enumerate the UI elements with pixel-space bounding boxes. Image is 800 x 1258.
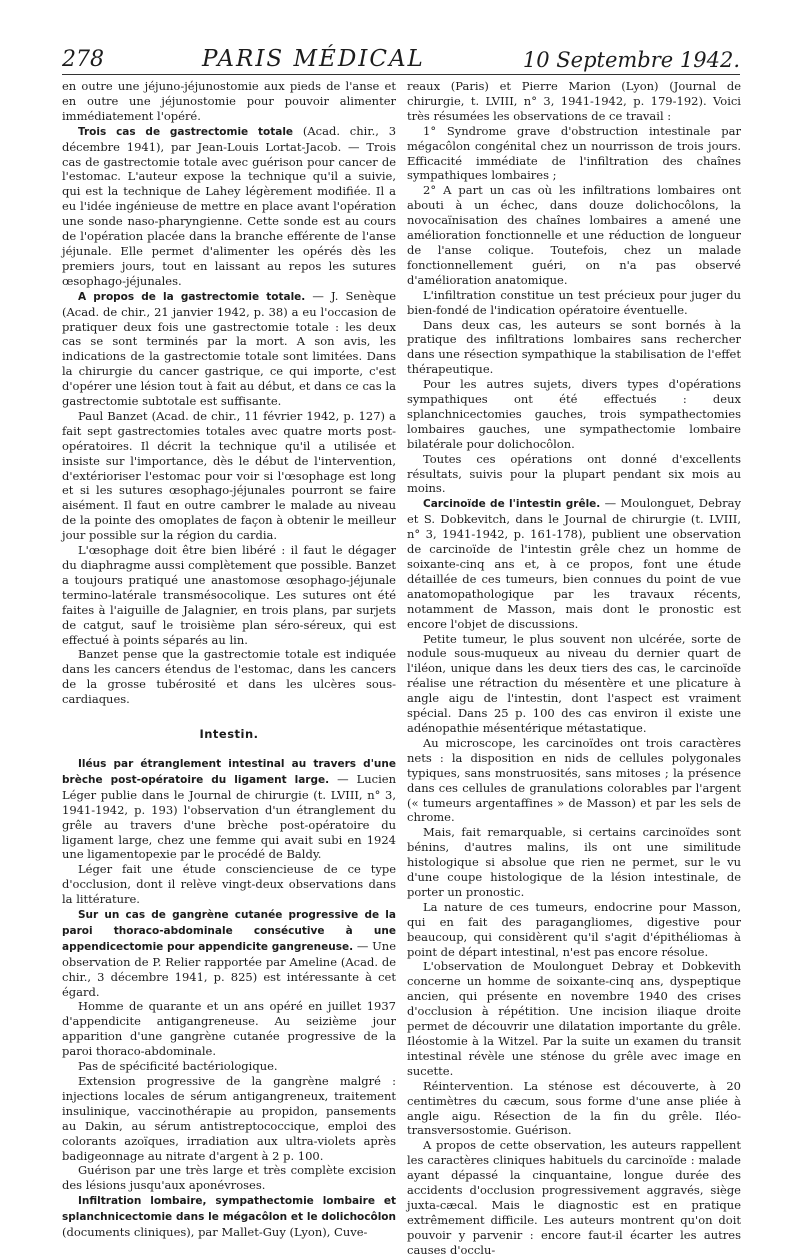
paragraph — [407, 496, 741, 631]
header-rule — [62, 74, 740, 75]
paragraph: Homme de quarante et un ans opéré en juillet 1937 d'appendicite antigangreneuse. Au seizième jour apparition d'une gangrène cutanée progressive de la paroi thoraco-abdominale. — [62, 999, 396, 1059]
reference: — J. Senèque (Acad. de chir., 21 janvier 1942, p. 38) — [62, 288, 397, 319]
page-number: 278 — [62, 47, 104, 72]
paragraph: Léger fait une étude consciencieuse de ce type d'occlusion, dont il relève vingt-deux observations dans la littérature. — [62, 862, 396, 907]
article-heading: Iléus par étranglement intestinal au travers d'une brèche post-opératoire du ligament large. — [62, 757, 396, 786]
paragraph: Mais, fait remarquable, si certains carcinoïdes sont bénins, d'autres malins, ils ont une similitude histologique si absolue que rien ne permet, sur le vu d'une coupe histologique de la lésion intestinale, de porter un pronostic. — [407, 825, 741, 899]
paragraph — [62, 1193, 396, 1240]
article-body: par Jean-Louis Lortat-Jacob. — Trois cas de gastrectomie totale avec guérison pour cancer de l'estomac. L'auteur expose la technique qu'il a suivie, qui est la technique de Lahey légèrement modifiée. Il a eu l'idée ingénieuse de mettre en place avant l'opération une sonde naso-pharyngienne. Cette sonde est au cours de l'opération placée dans la branche efférente de l'anse jéjunale. Elle permet d'alimenter les opérés dès les premiers jours, tout en laissant au repos les sutures œsophago-jéjunales. — [62, 139, 397, 288]
paragraph: Toutes ces opérations ont donné d'excellents résultats, suivis pour la plupart pendant six mois au moins. — [407, 451, 741, 496]
paragraph: en outre une jéjuno-jéjunostomie aux pieds de l'anse et en outre une jéjunostomie pour pouvoir alimenter immédiatement l'opéré. — [62, 79, 396, 123]
article-heading: Trois cas de gastrectomie totale — [78, 125, 294, 138]
paragraph: L'infiltration constitue un test précieux pour juger du bien-fondé de l'indication opératoire éventuelle. — [407, 287, 741, 317]
paragraph: La nature de ces tumeurs, endocrine pour Masson, qui en fait des paragangliomes, digestive pour beaucoup, qui considèrent qu'il s'agit d'épithéliomas à point de départ intestinal, n'est pas encore résolue. — [407, 899, 741, 959]
paragraph: 2° A part un cas où les infiltrations lombaires ont abouti à un échec, dans douze dolichocôlons, la novocaïnisation des chaînes lombaires a amené une amélioration fonctionnelle et une réduction de longueur de l'anse colique. Toutefois, chez un malade fonctionnellement guéri, on n'a pas observé d'amélioration anatomique. — [407, 183, 741, 287]
paragraph — [62, 289, 396, 409]
paragraph: Pas de spécificité bactériologique. — [78, 1059, 278, 1074]
paragraph: L'œsophage doit être bien libéré : il faut le dégager du diaphragme aussi complètement que possible. Banzet a toujours pratiqué une anastomose œsophago-jéjunale termino-latérale transmésocolique. Les sutures ont été faites à l'aiguille de Jalagnier, en trois plans, par surjets de catgut, sauf le troisième plan séro-séreux, qui est effectué à points séparés au lin. — [62, 543, 396, 647]
paragraph: reaux (Paris) et Pierre Marion (Lyon) (Journal de chirurgie, t. LVIII, n° 3, 1941-1942, p. 179-192). Voici très résumées les observations de ce travail : — [407, 79, 741, 123]
article-body: (documents cliniques), par Mallet-Guy (Lyon), Cuve- — [62, 1225, 368, 1240]
left-column — [62, 79, 396, 1240]
paragraph: Au microscope, les carcinoïdes ont trois caractères nets : la disposition en nids de cellules polygonales typiques, sans monstruosités, sans mitoses ; la présence dans ces cellules de granulations colorables par l'argent (« tumeurs argentaffines » de Masson) et par les sels de chrome. — [407, 735, 741, 825]
article-heading: Infiltration lombaire, sympathectomie lombaire et splanchnicectomie dans le mégacôlon et le dolichocôlon — [62, 1195, 396, 1224]
paragraph: Extension progressive de la gangrène malgré : injections locales de sérum antigangreneux, traitement insulinique, vaccinothérapie au propidon, pansements au Dakin, au sérum antistreptococcique, emploi des colorants azoïques, irradiation aux ultra-violets après badigeonnage au nitrate d'argent à 2 p. 100. — [62, 1074, 396, 1163]
article-heading: Sur un cas de gangrène cutanée progressive de la paroi thoraco-abdominale consécutive à une appendicectomie pour appendicite gangreneuse. — [62, 909, 396, 953]
paragraph: Guérison par une très large et très complète excision des lésions jusqu'aux aponévroses. — [62, 1163, 396, 1193]
article-body: a eu l'occasion de pratiquer deux fois une gastrectomie totale : les deux cas se sont terminés par la mort. A son avis, les indications de la gastrectomie totale sont limitées. Dans la chirurgie du cancer gastrique, ce qui importe, c'est d'opérer une lésion tout à fait au début, et dans ce cas la gastrectomie subtotale est suffisante. — [62, 304, 396, 409]
paragraph: Pour les autres sujets, divers types d'opérations sympathiques ont été effectués : deux splanchnicectomies gauches, trois sympathectomies lombaires gauches, une sympathectomie lombaire bilatérale pour dolichocôlon. — [407, 377, 741, 451]
section-heading: Intestin. — [199, 727, 259, 742]
paragraph: L'observation de Moulonguet Debray et Dobkevith concerne un homme de soixante-cinq ans, dyspeptique ancien, qui présente en novembre 1940 des crises d'occlusion à répétition. Une incision iliaque droite permet de découvrir une dilatation importante du grêle. Iléostomie à la Witzel. Par la suite un examen du transit intestinal révèle une sténose du grêle avec image en sucette. — [407, 959, 741, 1078]
right-column — [407, 79, 741, 1258]
paragraph: Banzet pense que la gastrectomie totale est indiquée dans les cancers étendus de l'estomac, dans les cancers de la grosse tubérosité et dans les ulcères sous-cardiaques. — [62, 647, 396, 707]
paragraph: A propos de cette observation, les auteurs rappellent les caractères cliniques habituels du carcinoïde : malade ayant dépassé la cinquantaine, longue durée des accidents d'occlusion progressivement aggravés, siège juxta-cæcal. Mais le diagnostic est en pratique extrêmement difficile. Les auteurs montrent qu'on doit pouvoir y parvenir : encore faut-il écarter les autres causes d'occlu- — [407, 1138, 741, 1257]
article-body: — Une observation de P. Relier rapportée par Ameline (Acad. de chir., 3 décembre 1941, p. 825) est intéressante à cet égard. — [62, 938, 397, 999]
journal-title: PARIS MÉDICAL — [202, 46, 425, 72]
paragraph — [62, 124, 396, 289]
article-heading: Carcinoïde de l'intestin grêle. — [423, 498, 601, 511]
paragraph: 1° Syndrome grave d'obstruction intestinale par mégacôlon congénital chez un nourrisson de trois jours. Efficacité immédiate de l'infiltration des chaînes sympathiques lombaires ; — [407, 123, 741, 183]
paragraph: Petite tumeur, le plus souvent non ulcérée, sorte de nodule sous-muqueux au niveau du dernier quart de l'iléon, unique dans les deux tiers des cas, le carcinoïde réalise une rétraction du mésentère et une plicature à angle aigu de l'intestin, dont l'aspect est vraiment spécial. Dans 25 p. 100 des cas environ il existe une adénopathie mésentérique métastatique. — [407, 631, 741, 735]
reference: (Acad. chir., 3 décembre 1941), — [62, 123, 397, 154]
running-header — [62, 38, 740, 72]
issue-date: 10 Septembre 1942. — [522, 48, 740, 72]
paragraph: Dans deux cas, les auteurs se sont bornés à la pratique des infiltrations lombaires sans rechercher dans une résection sympathique la stabilisation de l'effet thérapeutique. — [407, 317, 741, 377]
article-body: — Moulonguet, Debray et S. Dobkevitch, dans le Journal de chirurgie (t. LVIII, n° 3, 1941-1942, p. 161-178), publient une observation de carcinoïde de l'intestin grêle chez un homme de soixante-cinq ans et, à ce propos, font une étude détaillée de ces tumeurs, bien connues du point de vue anatomopathologique par les travaux récents, notamment de Masson, mais dont le pronostic est encore l'objet de discussions. — [407, 496, 742, 631]
paragraph: Réintervention. La sténose est découverte, à 20 centimètres du cæcum, sous forme d'une anse pliée à angle aigu. Résection de la fin du grêle. Iléo-transversostomie. Guérison. — [407, 1078, 741, 1138]
paragraph — [62, 907, 396, 999]
paragraph: Paul Banzet (Acad. de chir., 11 février 1942, p. 127) a fait sept gastrectomies totales avec quatre morts post-opératoires. Il décrit la technique qu'il a utilisée et insiste sur l'importance, dès le début de l'intervention, d'extérioriser l'estomac pour voir si l'œsophage est long et si les sutures œsophago-jéjunales pourront se faire aisément. Il faut en outre cambrer le malade au niveau de la pointe des omoplates de façon à obtenir le meilleur jour possible sur la région du cardia. — [62, 408, 396, 543]
paragraph — [62, 756, 396, 862]
article-heading: A propos de la gastrectomie totale. — [78, 290, 306, 303]
article-body: — Lucien Léger publie dans le Journal de chirurgie (t. LVIII, n° 3, 1941-1942, p. 193) l'observation d'un étranglement du grêle au travers d'une brèche post-opératoire du ligament large, chez une femme qui avait subi en 1924 une ligamentopexie par le procédé de Baldy. — [62, 771, 397, 862]
